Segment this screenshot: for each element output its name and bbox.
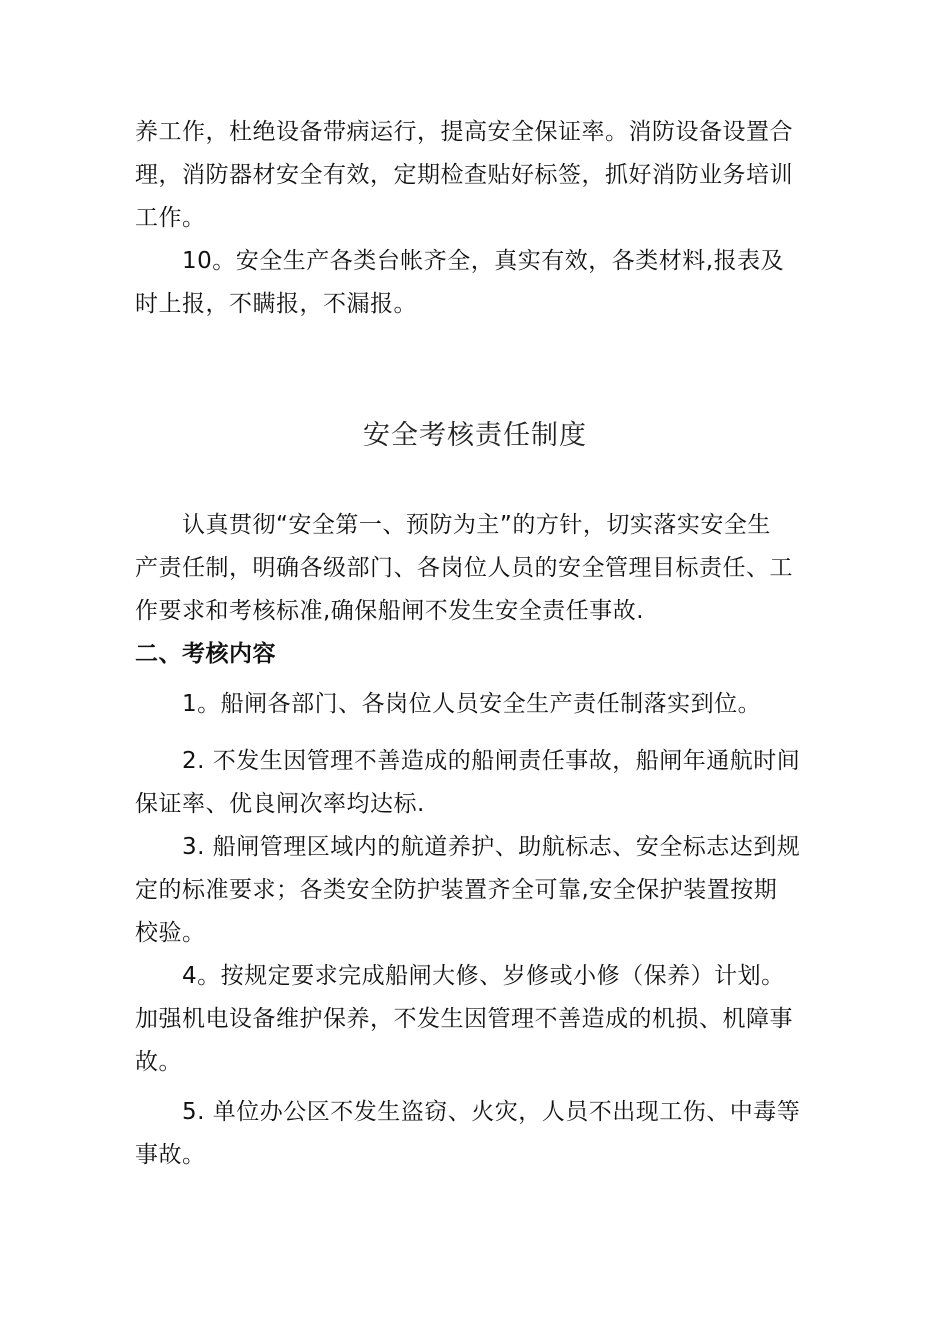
paragraph-line: 工作。 [135, 205, 206, 231]
list-item-4-continuation: 故。 [135, 1049, 182, 1075]
list-item-10-continuation: 时上报，不瞒报，不漏报。 [135, 291, 417, 317]
list-item-3-continuation: 校验。 [135, 920, 206, 946]
intro-paragraph-line: 产责任制，明确各级部门、各岗位人员的安全管理目标责任、工 [135, 555, 793, 581]
list-item-5: 5. 单位办公区不发生盗窃、火灾，人员不出现工伤、中毒等 [182, 1099, 801, 1125]
list-item-5-continuation: 事故。 [135, 1142, 206, 1168]
section-heading: 二、考核内容 [135, 641, 276, 667]
list-item-1: 1。船闸各部门、各岗位人员安全生产责任制落实到位。 [182, 691, 762, 717]
paragraph-line: 养工作，杜绝设备带病运行，提高安全保证率。消防设备设置合 [135, 119, 793, 145]
list-item-2: 2. 不发生因管理不善造成的船闸责任事故，船闸年通航时间 [182, 748, 801, 774]
document-title: 安全考核责任制度 [363, 420, 587, 451]
list-item-3: 3. 船闸管理区域内的航道养护、助航标志、安全标志达到规 [182, 834, 801, 860]
list-item-4-continuation: 加强机电设备维护保养，不发生因管理不善造成的机损、机障事 [135, 1006, 793, 1032]
intro-paragraph-line: 作要求和考核标准,确保船闸不发生安全责任事故. [135, 598, 645, 624]
list-item-3-continuation: 定的标准要求；各类安全防护装置齐全可靠,安全保护装置按期 [135, 877, 778, 903]
paragraph-line: 理，消防器材安全有效，定期检查贴好标签，抓好消防业务培训 [135, 162, 793, 188]
list-item-4: 4。按规定要求完成船闸大修、岁修或小修（保养）计划。 [182, 963, 785, 989]
list-item-10: 10。安全生产各类台帐齐全，真实有效，各类材料,报表及 [182, 248, 785, 274]
list-item-2-continuation: 保证率、优良闸次率均达标. [135, 791, 425, 817]
intro-paragraph-line: 认真贯彻“安全第一、预防为主”的方针，切实落实安全生 [182, 512, 771, 538]
